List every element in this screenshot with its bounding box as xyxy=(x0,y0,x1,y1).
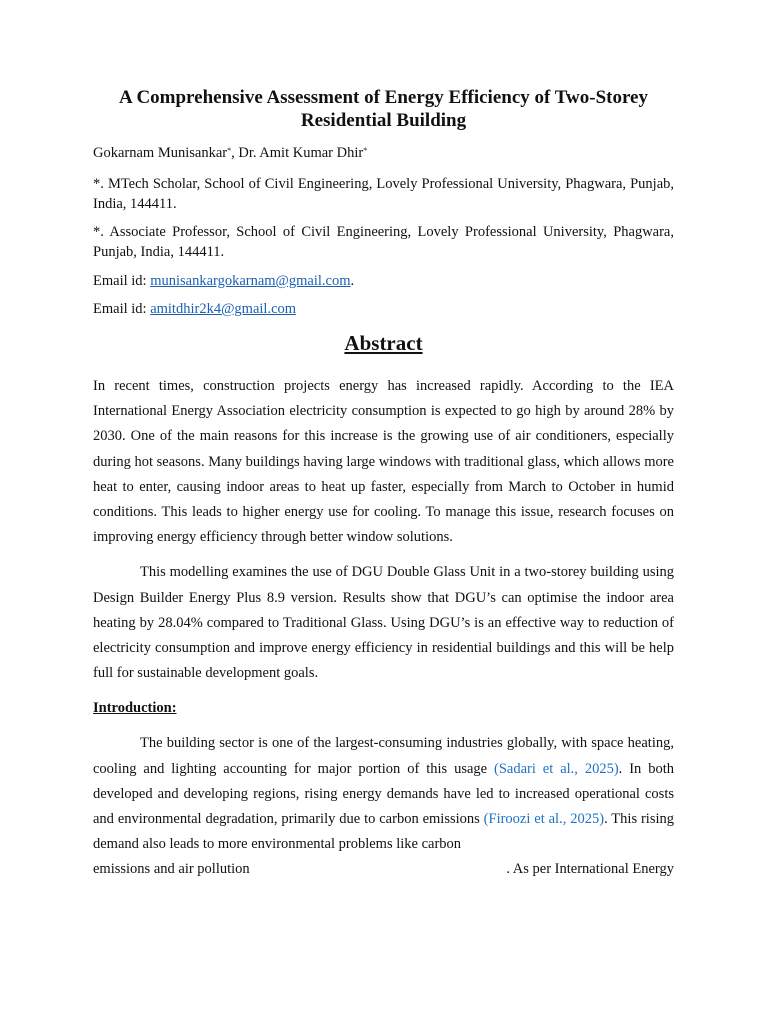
paper-title xyxy=(93,86,674,132)
introduction-heading: Introduction: xyxy=(93,700,177,717)
title-line-2: Residential Building xyxy=(300,110,467,131)
abstract-paragraph-1: In recent times, construction projects energy has increased rapidly. According to the IEA International Energy Association electricity consumption is expected to go high by around 28% by 2030. One of the main reasons for this increase is the growing use of air conditioners, especially during hot seasons. Many buildings having large windows with traditional glass, which allows more heat to enter, causing indoor areas to heat up faster, especially from March to October in humid conditions. This leads to higher energy use for cooling. To manage this issue, research focuses on improving energy efficiency through better window solutions. xyxy=(93,378,674,546)
email-label: Email id: xyxy=(93,273,151,289)
author-name: Gokarnam Munisankar xyxy=(93,145,228,161)
title-line-1: A Comprehensive Assessment of Energy Efficiency of Two-Storey xyxy=(119,87,648,108)
email-link-2[interactable]: amitdhir2k4@gmail.com xyxy=(150,301,297,317)
author-list xyxy=(93,144,674,162)
author-mark: * xyxy=(363,146,368,155)
abstract-paragraph-2: This modelling examines the use of DGU Double Glass Unit in a two-storey building using Design Builder Energy Plus 8.9 version. Results show that DGU’s can optimise the indoor area heating by 28.04% compared to Traditional Glass. Using DGU’s is an effective way to reduction of electricity consumption and improve energy efficiency in residential buildings and this will be help full for sustainable development goals. xyxy=(93,564,674,682)
abstract-heading: Abstract xyxy=(344,331,423,355)
email-line-1 xyxy=(93,272,674,290)
citation-link[interactable]: (Sadari et al., 2025) xyxy=(494,760,619,777)
introduction-last-line xyxy=(93,857,674,882)
intro-text: . As per International Energy xyxy=(506,861,674,878)
intro-text: . In both developed and developing regions, rising energy demands have led to increased operational costs and environmental degradation, primarily due to carbon emissions xyxy=(93,760,674,828)
citation-link[interactable]: (Firoozi et al., 2025) xyxy=(483,811,605,828)
author-name: Dr. Amit Kumar Dhir xyxy=(238,145,364,161)
introduction-paragraph xyxy=(93,731,674,857)
email-suffix: . xyxy=(350,273,355,289)
intro-text: emissions and air pollution xyxy=(93,861,250,878)
author-mark: * xyxy=(227,146,232,155)
email-line-2 xyxy=(93,300,674,318)
affiliation-2: *. Associate Professor, School of Civil Engineering, Lovely Professional University, Phagwara, Punjab, India, 144411. xyxy=(93,224,674,260)
intro-text: . This rising demand also leads to more environmental problems like carbon xyxy=(93,811,675,853)
affiliation-1: *. MTech Scholar, School of Civil Engineering, Lovely Professional University, Phagwara, Punjab, India, 144411. xyxy=(93,176,674,212)
author-separator: , xyxy=(231,145,239,161)
paper-page xyxy=(93,86,674,883)
email-label: Email id: xyxy=(93,301,151,317)
intro-text: The building sector is one of the largest-consuming industries globally, with space heating, cooling and lighting accounting for major portion of this usage xyxy=(93,735,674,777)
email-link-1[interactable]: munisankargokarnam@gmail.com xyxy=(150,273,351,289)
